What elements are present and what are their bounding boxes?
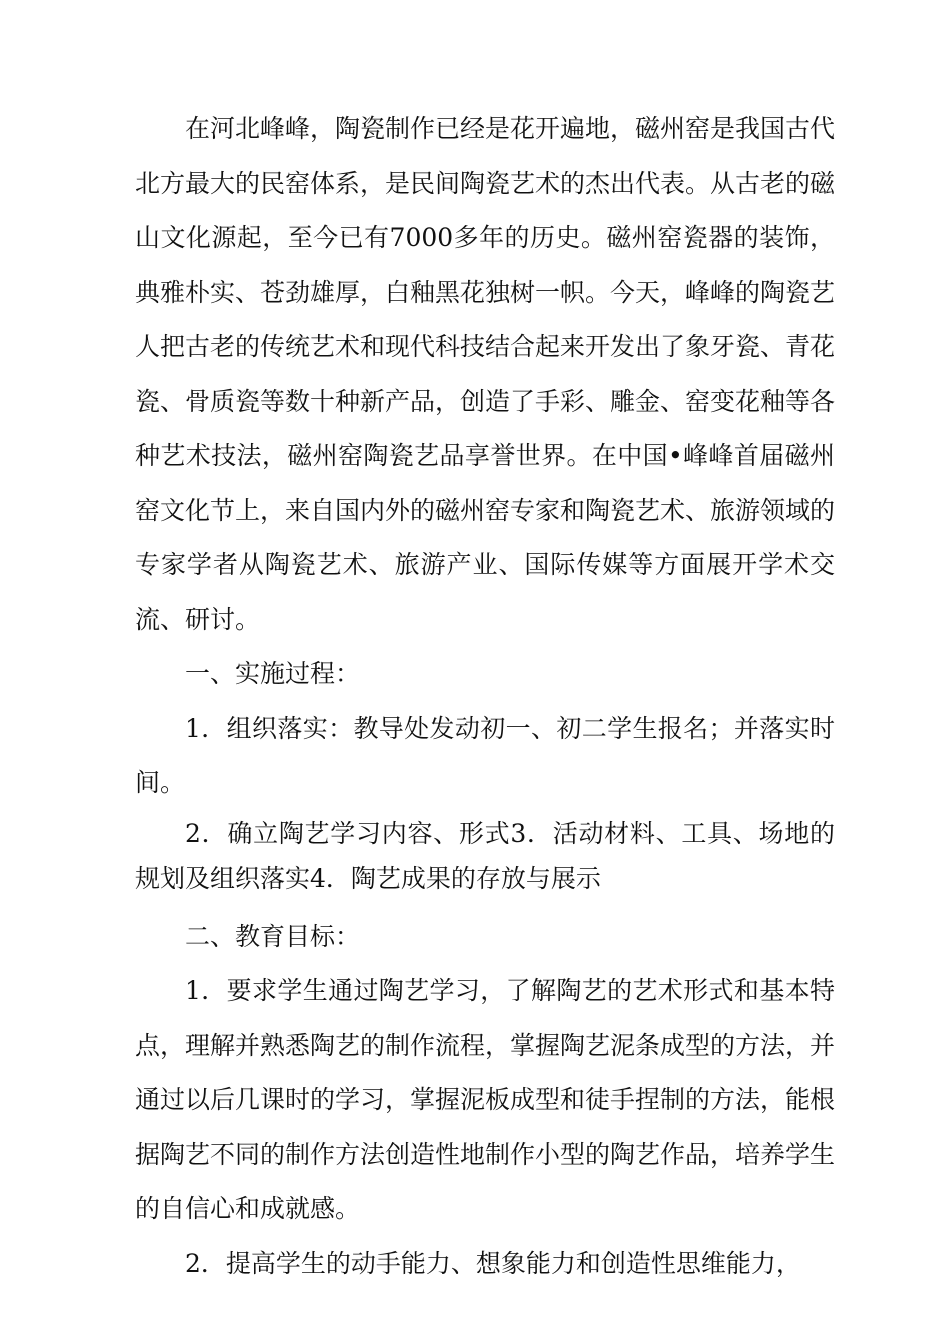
- section-heading-goals: 二、教育目标：: [185, 921, 361, 951]
- section-heading-implementation: 一、实施过程：: [185, 659, 361, 688]
- goal-item-1: 1．要求学生通过陶艺学习，了解陶艺的艺术形式和基本特点，理解并熟悉陶艺的制作流程，掌握陶艺泥条成型的方法，并通过以后几课时的学习，掌握泥板成型和徒手捏制的方法，能根据陶艺不同的制作方法创造性地制作小型的陶艺作品，培养学生的自信心和成就感。: [135, 976, 836, 1223]
- implementation-item-2: 2．确立陶艺学习内容、形式3．活动材料、工具、场地的规划及组织落实4．陶艺成果的存放与展示: [135, 818, 835, 893]
- implementation-item-1: 1．组织落实：教导处发动初一、初二学生报名；并落实时间。: [135, 713, 835, 797]
- intro-paragraph: 在河北峰峰，陶瓷制作已经是花开遍地，磁州窑是我国古代北方最大的民窑体系，是民间陶瓷艺术的杰出代表。从古老的磁山文化源起，至今已有7000多年的历史。磁州窑瓷器的装饰，典雅朴实、苍劲雄厚，白釉黑花独树一帜。今天，峰峰的陶瓷艺人把古老的传统艺术和现代科技结合起来开发出了象牙瓷、青花瓷、骨质瓷等数十种新产品，创造了手彩、雕金、窑变花釉等各种艺术技法，磁州窑陶瓷艺品享誉世界。在中国•峰峰首届磁州窑文化节上，来自国内外的磁州窑专家和陶瓷艺术、旅游领域的专家学者从陶瓷艺术、旅游产业、国际传媒等方面展开学术交流、研讨。: [135, 114, 836, 634]
- goal-item-2: 2．提高学生的动手能力、想象能力和创造性思维能力，: [185, 1248, 801, 1278]
- document-body: [135, 102, 835, 1291]
